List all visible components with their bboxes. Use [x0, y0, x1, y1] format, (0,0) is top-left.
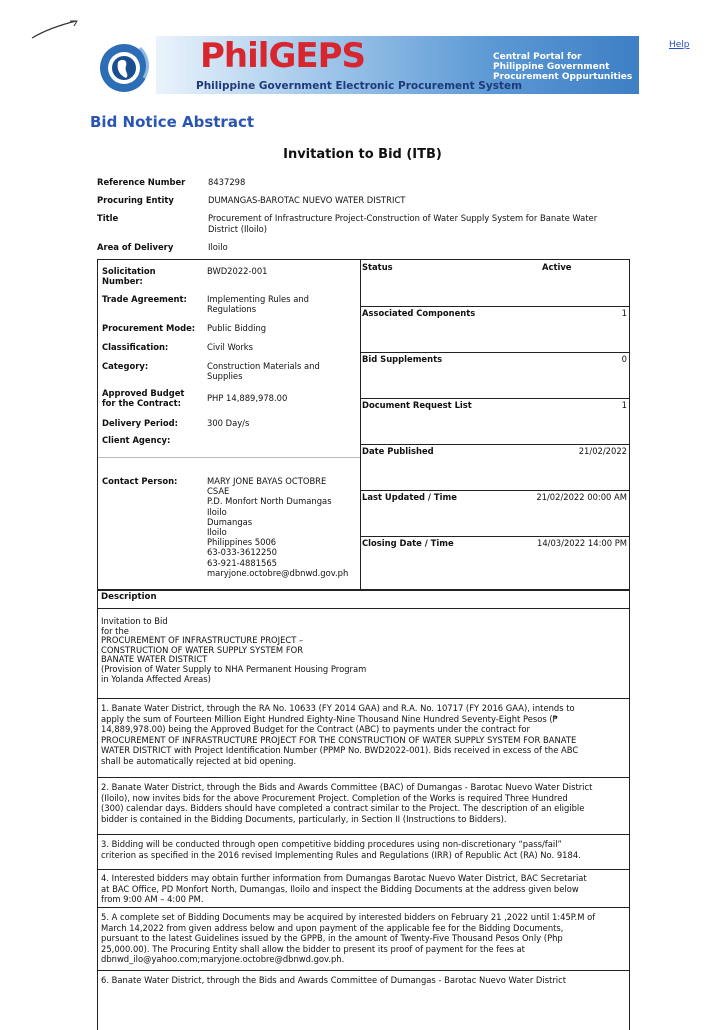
description-box — [97, 589, 630, 1030]
intro-line: CONSTRUCTION OF WATER SUPPLY SYSTEM FOR — [101, 644, 304, 655]
category-value-2: Supplies — [207, 371, 243, 381]
contact-street: P.D. Monfort North Dumangas — [207, 496, 332, 507]
closing-date-value: 14/03/2022 14:00 PM — [536, 538, 627, 548]
solicitation-label: Solicitation — [102, 266, 156, 276]
client-agency-label: Client Agency: — [102, 435, 171, 445]
philgeps-logo-text: PhilGEPS — [200, 36, 365, 76]
contact-mobile: 63-921-4881565 — [207, 557, 277, 568]
contact-country: Philippines 5006 — [207, 537, 277, 548]
associated-components-label: Associated Components — [362, 308, 476, 318]
document-request-row — [360, 398, 629, 445]
contact-person-block — [207, 476, 348, 578]
closing-date-label: Closing Date / Time — [362, 538, 454, 548]
description-heading: Description — [101, 592, 157, 602]
paragraph-divider — [98, 834, 629, 835]
economy-globe-icon — [96, 38, 156, 94]
paragraph-line: at BAC Office, PD Monfort North, Dumangas, Iloilo and inspect the Bidding Documents at the address given below — [101, 883, 579, 894]
trade-agreement-label: Trade Agreement: — [102, 294, 187, 304]
description-divider — [98, 608, 629, 609]
contact-email[interactable]: maryjone.octobre@dbnwd.gov.ph — [207, 567, 349, 578]
intro-line: in Yolanda Affected Areas) — [101, 673, 211, 684]
paragraph-3 — [101, 839, 625, 860]
paragraph-line: 6. Banate Water District, through the Bids and Awards Committee of Dumangas - Barotac Nuevo Water District — [101, 975, 567, 985]
classification-value: Civil Works — [207, 342, 254, 352]
paragraph-line: criterion as specified in the 2016 revised Implementing Rules and Regulations (IRR) of Republic Act (RA) No. 9184. — [101, 849, 581, 860]
paragraph-line: 3. Bidding will be conducted through open competitive bidding procedures using non-discretionary “pass/fail” — [101, 839, 562, 849]
paragraph-line: 14,889,978.00) being the Approved Budget for the Contract (ABC) to payments under the contract for — [101, 724, 530, 734]
paragraph-line: dbnwd_ilo@yahoo.com;maryjone.octobre@dbnwd.gov.ph. — [101, 954, 345, 964]
date-published-value: 21/02/2022 — [578, 446, 627, 456]
paragraph-4 — [101, 873, 625, 905]
document-request-value: 1 — [621, 400, 627, 410]
area-of-delivery-value: Iloilo — [208, 242, 228, 252]
bid-supplements-value: 0 — [621, 354, 627, 364]
title-value-line1: Procurement of Infrastructure Project-Construction of Water Supply System for Banate Water — [208, 213, 598, 223]
paragraph-line: PROCUREMENT OF INFRASTRUCTURE PROJECT FOR THE CONSTRUCTION OF WATER SUPPLY SYSTEM FOR BANATE — [101, 734, 577, 745]
last-updated-value: 21/02/2022 00:00 AM — [536, 492, 627, 502]
contact-city: Dumangas — [207, 516, 253, 527]
paragraph-line: apply the sum of Fourteen Million Eight Hundred Eighty-Nine Thousand Nine Hundred Seventy-Eight Pesos (₱ — [101, 713, 558, 724]
last-updated-label: Last Updated / Time — [362, 492, 457, 502]
associated-components-value: 1 — [621, 308, 627, 318]
category-value: Construction Materials and — [207, 361, 320, 371]
document-title: Invitation to Bid (ITB) — [283, 147, 442, 162]
bid-details-box — [97, 259, 630, 591]
procuring-entity-value: DUMANGAS-BAROTAC NUEVO WATER DISTRICT — [208, 195, 406, 205]
philgeps-banner — [96, 32, 639, 94]
paragraph-divider — [98, 869, 629, 870]
paragraph-5 — [101, 912, 625, 965]
date-published-row — [360, 444, 629, 491]
last-updated-row — [360, 490, 629, 537]
paragraph-line: bidder is contained in the Bidding Documents, particularly, in Section II (Instructions to Bidders). — [101, 813, 507, 824]
paragraph-line: WATER DISTRICT with Project Identification Number (PPMP No. BWD2022-001). Bids received in excess of the ABC — [101, 745, 579, 755]
paragraph-line: pursuant to the latest Guidelines issued by the GPPB, in the amount of Twenty-Five Thousand Pesos Only (Php — [101, 933, 563, 943]
category-label: Category: — [102, 361, 149, 371]
left-divider — [98, 457, 360, 458]
intro-line: PROCUREMENT OF INFRASTRUCTURE PROJECT – — [101, 635, 304, 646]
paragraph-line: (300) calendar days. Bidders should have completed a contract similar to the Project. The description of an eligible — [101, 803, 585, 813]
paragraph-1 — [101, 703, 625, 766]
logo-subtitle: Philippine Government Electronic Procurement System — [196, 80, 523, 92]
title-label: Title — [97, 213, 119, 223]
paragraph-line: March 14,2022 from given address below and upon payment of the applicable fee for the Bidding Documents, — [101, 922, 564, 933]
help-link[interactable]: Help — [669, 40, 690, 50]
paragraph-line: shall be automatically rejected at bid opening. — [101, 755, 297, 766]
delivery-period-value: 300 Day/s — [207, 418, 250, 428]
paragraph-line: 2. Banate Water District, through the Bids and Awards Committee (BAC) of Dumangas - Barotac Nuevo Water District — [101, 782, 593, 792]
paragraph-line: 1. Banate Water District, through the RA No. 10633 (FY 2014 GAA) and R.A. No. 10717 (FY 2016 GAA), intends to — [101, 703, 575, 713]
trade-agreement-value: Implementing Rules and — [207, 294, 309, 304]
paragraph-line: from 9:00 AM – 4:00 PM. — [101, 894, 204, 904]
solicitation-number-value: BWD2022-001 — [207, 266, 268, 276]
status-value: Active — [542, 262, 572, 272]
procuring-entity-label: Procuring Entity — [97, 195, 174, 205]
approved-budget-value: PHP 14,889,978.00 — [207, 393, 288, 403]
paragraph-line: 5. A complete set of Bidding Documents may be acquired by interested bidders on February 21 ,2022 until 1:45P.M of — [101, 912, 596, 922]
classification-label: Classification: — [102, 342, 169, 352]
delivery-period-label: Delivery Period: — [102, 418, 178, 428]
description-intro — [101, 617, 625, 684]
date-published-label: Date Published — [362, 446, 434, 456]
paragraph-divider — [98, 777, 629, 778]
document-request-label: Document Request List — [362, 400, 472, 410]
approved-budget-label: Approved Budget — [102, 388, 185, 398]
paragraph-line: 25,000.00). The Procuring Entity shall allow the bidder to present its proof of payment for the fees at — [101, 943, 525, 954]
contact-province: Iloilo — [207, 506, 227, 517]
intro-line: for the — [101, 625, 129, 636]
bid-supplements-label: Bid Supplements — [362, 354, 443, 364]
pen-mark — [30, 18, 80, 40]
trade-agreement-value-2: Regulations — [207, 304, 257, 314]
closing-date-row — [360, 536, 629, 589]
paragraph-line: 4. Interested bidders may obtain further information from Dumangas Barotac Nuevo Water District, BAC Secretariat — [101, 873, 587, 883]
paragraph-line: (Iloilo), now invites bids for the above Procurement Project. Completion of the Works is required Three Hundred — [101, 792, 568, 803]
status-label: Status — [362, 262, 393, 272]
status-row — [360, 260, 629, 307]
procurement-mode-value: Public Bidding — [207, 323, 267, 333]
section-title: Bid Notice Abstract — [90, 113, 255, 131]
solicitation-label-2: Number: — [102, 276, 143, 286]
procurement-mode-label: Procurement Mode: — [102, 323, 196, 333]
paragraph-divider — [98, 907, 629, 908]
contact-person-label: Contact Person: — [102, 476, 178, 486]
paragraph-divider — [98, 970, 629, 971]
paragraph-divider — [98, 698, 629, 699]
contact-phone: 63-033-3612250 — [207, 547, 277, 558]
paragraph-6 — [101, 975, 625, 986]
contact-name: MARY JONE BAYAS OCTOBRE — [207, 476, 327, 486]
paragraph-2 — [101, 782, 625, 824]
approved-budget-label-2: for the Contract: — [102, 398, 181, 408]
contact-province-2: Iloilo — [207, 527, 227, 538]
reference-number-label: Reference Number — [97, 177, 186, 187]
area-of-delivery-label: Area of Delivery — [97, 242, 174, 252]
title-value-line2: District (Iloilo) — [208, 224, 267, 234]
bid-supplements-row — [360, 352, 629, 399]
reference-number-value: 8437298 — [208, 177, 246, 187]
banner-tagline: Central Portal for Philippine Government Procurement Oppurtunities — [493, 52, 633, 82]
intro-line: (Provision of Water Supply to NHA Permanent Housing Program — [101, 663, 367, 674]
associated-components-row — [360, 306, 629, 353]
intro-line: BANATE WATER DISTRICT — [101, 654, 208, 665]
contact-title: CSAE — [207, 486, 230, 497]
intro-line: Invitation to Bid — [101, 616, 168, 626]
